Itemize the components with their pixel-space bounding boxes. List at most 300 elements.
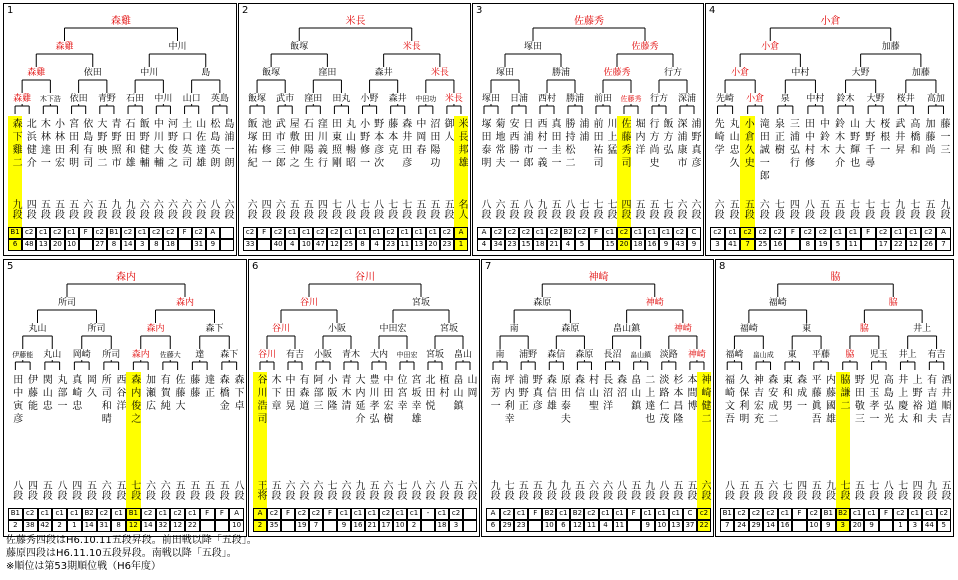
seed-class: A <box>477 227 491 239</box>
player-rank: 四段 <box>25 480 37 500</box>
player-column <box>135 116 149 251</box>
quarterfinal-name: 依田 <box>83 68 102 78</box>
player-name: 真田圭一 <box>549 118 560 170</box>
seed-rank-number: 12 <box>126 520 141 532</box>
seed-class: c1 <box>725 227 740 239</box>
seed-rank-number: 18 <box>631 239 645 251</box>
player-rank: 五段 <box>939 480 950 500</box>
player-name: 豊川孝弘 <box>367 374 378 426</box>
player-name: 有吉道夫 <box>924 374 936 426</box>
seed-class: c1 <box>341 227 355 239</box>
seed-class: c2 <box>740 227 755 239</box>
player-name: 中岡春 <box>413 118 425 157</box>
player-rank: 八段 <box>343 199 355 219</box>
panel-number: 6 <box>252 261 259 272</box>
semifinal-name: 中川 <box>168 42 187 52</box>
player-name: 森橋金 <box>217 374 229 413</box>
player-rank: 九段 <box>109 199 120 219</box>
note-2: 藤原四段はH6.11.10五段昇段。南戦以降「五段」。 <box>6 548 237 559</box>
first-round-name: 畠山成 <box>752 351 774 359</box>
player-name: 児玉孝一 <box>866 374 878 426</box>
first-round-name: 小倉 <box>746 94 765 104</box>
seed-rank-number: 26 <box>921 239 936 251</box>
player-name: 中田宏樹 <box>381 374 392 426</box>
seed-rank-number: 23 <box>505 239 519 251</box>
player-rank: 六段 <box>193 199 205 219</box>
player-column <box>141 372 156 532</box>
quarterfinal-name: 勝浦 <box>551 68 571 78</box>
bracket-panel-4 <box>705 3 954 256</box>
seed-class: c2 <box>149 227 163 239</box>
player-rank: 五段 <box>38 199 50 219</box>
player-rank: 九段 <box>544 480 556 500</box>
seed-rank-number: 5 <box>575 239 589 251</box>
seed-rank-number: 25 <box>755 239 770 251</box>
player-column <box>673 116 687 251</box>
player-name: 東和男 <box>780 374 792 413</box>
player-rank: 六段 <box>600 480 612 500</box>
player-name: 酒井順吉 <box>939 374 950 426</box>
player-column <box>749 372 763 532</box>
player-column <box>589 116 603 251</box>
player-name: 武井昇 <box>892 118 904 157</box>
player-name: 泉正樹 <box>772 118 784 157</box>
player-column <box>220 116 234 251</box>
player-name: 深浦康市 <box>675 118 686 170</box>
player-name: 依島有司 <box>80 118 92 170</box>
player-name: 坪内利幸 <box>502 374 514 426</box>
seed-class: F <box>200 508 215 520</box>
player-rank: 五段 <box>922 199 934 219</box>
player-rank: 五段 <box>367 480 378 500</box>
player-rank: 五段 <box>84 480 96 500</box>
player-name: 森内俊之 <box>128 374 140 426</box>
player-rank: 七段 <box>577 199 588 219</box>
player-column <box>299 116 313 251</box>
player-name: 森井田彦 <box>399 118 411 170</box>
quarterfinal-name: 森原 <box>561 324 580 334</box>
panel-number: 8 <box>719 261 726 272</box>
first-round-name: 福崎 <box>725 350 744 360</box>
seed-rank-number: 21 <box>365 520 379 532</box>
player-rank: 九段 <box>488 480 500 500</box>
seed-rank-number: 8 <box>800 239 815 251</box>
seed-rank-number: 1 <box>454 239 468 251</box>
champion-name: 神崎 <box>588 272 609 283</box>
player-rank: 六段 <box>423 480 434 500</box>
player-column <box>770 116 785 251</box>
seed-class: c2 <box>584 508 598 520</box>
player-rank: 八段 <box>207 199 219 219</box>
player-rank: 五段 <box>628 480 640 500</box>
first-round-name: 泉 <box>780 94 790 104</box>
seed-rank-number: 38 <box>23 520 38 532</box>
seed-class: c1 <box>556 508 570 520</box>
player-column <box>617 116 631 251</box>
player-column <box>463 372 477 532</box>
seed-class: c1 <box>655 508 669 520</box>
seed-class: c2 <box>121 227 135 239</box>
player-column <box>449 372 463 532</box>
quarterfinal-name: 森下 <box>205 324 224 334</box>
seed-class: c2 <box>749 508 763 520</box>
player-column <box>879 372 893 532</box>
player-column <box>365 372 379 532</box>
seed-rank-number: 8 <box>356 239 370 251</box>
player-column <box>79 116 93 251</box>
player-rank: 四段 <box>24 199 36 219</box>
player-column <box>412 116 426 251</box>
seed-class: c1 <box>850 508 864 520</box>
bracket-panel-8 <box>715 259 954 537</box>
first-round-name: 武市 <box>276 94 295 104</box>
seed-class: c2 <box>617 227 631 239</box>
seed-rank-number <box>528 520 542 532</box>
seed-class: c2 <box>327 227 341 239</box>
player-column <box>528 372 542 532</box>
player-rank: 九段 <box>353 480 364 500</box>
first-round-name: 中川 <box>154 94 173 104</box>
player-name: 田中寅彦 <box>10 374 22 426</box>
player-rank: 六段 <box>712 199 724 219</box>
seed-rank-number: 2 <box>8 520 23 532</box>
seed-class: - <box>421 508 435 520</box>
player-rank: 七段 <box>502 480 514 500</box>
player-name: 小林田宏 <box>52 118 64 170</box>
first-round-name: 西村 <box>537 94 557 104</box>
player-rank: 五段 <box>451 480 462 500</box>
bracket-panel-6 <box>248 259 480 537</box>
quarterfinal-name: 神崎 <box>673 324 692 334</box>
seed-rank-number: 21 <box>547 239 561 251</box>
champion-name: 佐藤秀 <box>574 16 604 27</box>
player-rank: 五段 <box>751 480 763 500</box>
bracket-panel-1 <box>3 3 237 256</box>
player-column <box>821 372 835 532</box>
seed-class: c1 <box>52 508 67 520</box>
quarterfinal-name: 窪田 <box>318 68 337 78</box>
player-rank: 五段 <box>187 480 199 500</box>
player-column <box>850 372 864 532</box>
seed-class: F <box>861 227 876 239</box>
player-name: 高島弘光 <box>881 374 893 426</box>
player-name: 木下章 <box>269 374 280 413</box>
player-name: 田東照剛 <box>329 118 341 170</box>
player-column <box>192 116 206 251</box>
seed-rank-number: 1 <box>893 520 907 532</box>
player-rank: 七段 <box>605 199 616 219</box>
player-rank: 五段 <box>832 199 844 219</box>
seed-class: c1 <box>669 508 683 520</box>
player-column <box>734 372 748 532</box>
player-name: 勝持松二 <box>563 118 574 170</box>
player-rank: 四段 <box>910 480 922 500</box>
player-name: 河野俊之 <box>165 118 177 170</box>
quarterfinal-name: 谷川 <box>271 324 291 334</box>
first-round-name: 佐藤大 <box>159 351 181 359</box>
player-column <box>477 116 491 251</box>
player-rank: 九段 <box>938 199 949 219</box>
first-round-name: 先崎 <box>716 94 735 104</box>
player-column <box>486 372 500 532</box>
player-column <box>491 116 505 251</box>
first-round-name: 大野 <box>866 94 885 104</box>
seed-class: c2 <box>97 508 112 520</box>
player-name: 松島英朗 <box>207 118 219 170</box>
player-column <box>407 372 421 532</box>
semifinal-name: 脇 <box>888 298 898 308</box>
player-rank: 九段 <box>535 199 546 219</box>
player-name: 神吉宏充 <box>751 374 763 426</box>
player-column <box>267 372 281 532</box>
seed-rank-number: 35 <box>267 520 281 532</box>
player-rank: 六段 <box>179 199 191 219</box>
player-name: 谷川浩司 <box>255 374 266 426</box>
seed-rank-number: 14 <box>82 520 97 532</box>
quarterfinal-name: 森雞 <box>27 68 46 78</box>
seed-class: F <box>281 508 295 520</box>
seed-class: c1 <box>337 508 351 520</box>
quarterfinal-name: 加藤 <box>911 68 930 78</box>
player-column <box>170 372 185 532</box>
first-round-name: 森信 <box>547 350 566 360</box>
quarterfinal-name: 大野 <box>851 68 870 78</box>
seed-rank-number <box>281 520 295 532</box>
player-rank: 七段 <box>907 199 919 219</box>
seed-rank-number: 10 <box>393 520 407 532</box>
seed-rank-number: 19 <box>295 520 309 532</box>
player-rank: 六段 <box>99 480 111 500</box>
player-column <box>295 372 309 532</box>
seed-class: c1 <box>407 508 421 520</box>
player-column <box>645 116 659 251</box>
seed-rank-number: 11 <box>398 239 412 251</box>
seed-class: c2 <box>379 508 393 520</box>
player-rank: 九段 <box>558 480 570 500</box>
seed-rank-number: 7 <box>936 239 951 251</box>
player-column <box>669 372 683 532</box>
seed-rank-number: 9 <box>864 520 878 532</box>
player-column <box>570 372 584 532</box>
player-rank: 五段 <box>94 199 106 219</box>
seed-rank-number: 6 <box>8 239 22 251</box>
seed-class: c1 <box>659 227 673 239</box>
first-round-name: 中田功 <box>415 95 437 103</box>
player-rank: 六段 <box>222 199 233 219</box>
seed-rank-number: 47 <box>313 239 327 251</box>
quarterfinal-name: 井上 <box>913 324 932 334</box>
player-rank: 七段 <box>862 199 874 219</box>
seed-rank-number: 10 <box>655 520 669 532</box>
first-round-name: 塚田 <box>481 94 501 104</box>
champion-name: 米長 <box>345 16 366 27</box>
player-name: 上野裕和 <box>910 374 922 426</box>
first-round-name: 平藤 <box>812 350 831 360</box>
quarterfinal-name: 佐藤秀 <box>603 68 631 78</box>
seed-rank-number <box>785 239 800 251</box>
quarterfinal-name: 宮坂 <box>439 324 459 334</box>
first-round-name: 日浦 <box>509 94 529 104</box>
player-name: 田中村修 <box>802 118 814 170</box>
seed-rank-number: 3 <box>710 239 725 251</box>
semifinal-name: 森内 <box>175 298 195 308</box>
seed-class: c2 <box>243 227 257 239</box>
player-column <box>891 116 906 251</box>
player-rank: 四段 <box>69 480 81 500</box>
seed-rank-number: 11 <box>613 520 627 532</box>
seed-rank-number: 32 <box>156 520 171 532</box>
seed-rank-number <box>200 520 215 532</box>
quarterfinal-name: 所司 <box>87 324 106 334</box>
player-name: 森信 <box>572 374 584 400</box>
semifinal-name: 飯塚 <box>290 42 309 52</box>
player-column <box>337 372 351 532</box>
player-name: 藤一三 <box>938 118 949 157</box>
player-name: 鈴木大介 <box>832 118 844 170</box>
first-round-name: 高加 <box>926 94 945 104</box>
player-rank: 五段 <box>633 199 644 219</box>
player-column <box>243 116 257 251</box>
seed-class: c1 <box>831 227 846 239</box>
first-round-name: 山口 <box>182 94 201 104</box>
player-rank: 六段 <box>143 480 155 500</box>
semifinal-name: 加藤 <box>881 42 900 52</box>
seed-class: c2 <box>755 227 770 239</box>
seed-rank-number: 17 <box>876 239 891 251</box>
seed-rank-number: 34 <box>491 239 505 251</box>
first-round-name: 森内 <box>131 350 150 360</box>
player-rank: 九段 <box>924 480 936 500</box>
player-rank: 九段 <box>892 199 904 219</box>
semifinal-name: 米長 <box>402 42 421 52</box>
player-column <box>93 116 107 251</box>
seed-class: c2 <box>267 508 281 520</box>
seed-rank-number: 44 <box>922 520 936 532</box>
player-rank: 六段 <box>151 199 163 219</box>
seed-class: c2 <box>93 227 107 239</box>
player-name: 森下雞二 <box>10 118 22 170</box>
player-rank: 六段 <box>339 480 350 500</box>
player-name: 福崎文吾 <box>722 374 734 426</box>
seed-rank-number: 8 <box>149 239 163 251</box>
player-name: 原田泰夫 <box>558 374 570 426</box>
seed-class: c2 <box>815 227 830 239</box>
player-rank: 五段 <box>114 480 125 500</box>
seed-rank-number: 12 <box>170 520 185 532</box>
seed-class: c2 <box>192 227 206 239</box>
player-column <box>393 372 407 532</box>
player-rank: 九段 <box>823 480 835 500</box>
player-column <box>370 116 384 251</box>
seed-class: c2 <box>163 227 177 239</box>
player-column <box>876 116 891 251</box>
player-name: 池田修一 <box>259 118 271 170</box>
first-round-name: 中田宏 <box>396 351 418 359</box>
seed-class: c2 <box>23 508 38 520</box>
player-rank: 九段 <box>123 199 135 219</box>
seed-rank-number: 3 <box>449 520 463 532</box>
seed-class: c2 <box>500 508 514 520</box>
player-rank: 王将 <box>255 480 266 500</box>
player-rank: 八段 <box>881 480 893 500</box>
seed-rank-number: 18 <box>533 239 547 251</box>
seed-class: B1 <box>720 508 734 520</box>
seed-rank-number <box>257 239 271 251</box>
seed-class: c1 <box>65 227 79 239</box>
player-name: 大内延介 <box>353 374 364 426</box>
player-name: 伊藤能 <box>25 374 37 413</box>
seed-rank-number: 9 <box>687 239 701 251</box>
player-column <box>785 116 800 251</box>
first-round-name: 大内 <box>369 350 389 360</box>
seed-class: c2 <box>547 227 561 239</box>
player-name: 脇謙二 <box>837 374 849 413</box>
seed-rank-number: 24 <box>734 520 748 532</box>
seed-rank-number: 10 <box>542 520 556 532</box>
seed-rank-number: 11 <box>584 520 598 532</box>
player-name: 大野千尋 <box>862 118 874 170</box>
player-name: 北浜健介 <box>24 118 36 170</box>
player-column <box>8 116 22 251</box>
player-name: 飯野健輔 <box>137 118 149 170</box>
player-name: 先崎学 <box>712 118 724 157</box>
seed-rank-number: 29 <box>500 520 514 532</box>
player-column <box>156 372 171 532</box>
player-rank: 五段 <box>809 480 821 500</box>
player-rank: 六段 <box>273 199 285 219</box>
seed-rank-number: 18 <box>163 239 177 251</box>
seed-rank-number: 13 <box>669 520 683 532</box>
seed-rank-number: 11 <box>846 239 861 251</box>
seed-class: c1 <box>67 508 82 520</box>
seed-class <box>463 508 477 520</box>
seed-rank-number: 22 <box>185 520 200 532</box>
seed-class: c1 <box>631 227 645 239</box>
player-column <box>599 372 613 532</box>
first-round-name: 石田 <box>126 94 145 104</box>
seed-rank-number <box>323 520 337 532</box>
seed-class: F <box>215 508 230 520</box>
player-name: 達正 <box>202 374 214 400</box>
seed-class: B1 <box>126 508 141 520</box>
seed-class: c1 <box>514 508 528 520</box>
seed-rank-number: 12 <box>906 239 921 251</box>
player-column <box>426 116 440 251</box>
player-column <box>126 372 141 532</box>
seed-class: B2 <box>561 227 575 239</box>
seed-rank-number: 19 <box>815 239 830 251</box>
player-column <box>836 372 850 532</box>
seed-class: F <box>79 227 93 239</box>
first-round-name: 丸山 <box>43 350 62 360</box>
player-column <box>861 116 876 251</box>
seed-rank-number: 43 <box>673 239 687 251</box>
seed-rank-number: 25 <box>341 239 355 251</box>
seed-class: c2 <box>50 227 64 239</box>
player-column <box>547 116 561 251</box>
player-column <box>257 116 271 251</box>
seed-class: B2 <box>82 508 97 520</box>
player-name: 北田悦 <box>423 374 434 413</box>
player-rank: 五段 <box>530 480 542 500</box>
seed-rank-number: 4 <box>370 239 384 251</box>
player-name: 石田陽生 <box>301 118 313 170</box>
player-rank: 八段 <box>563 199 574 219</box>
player-rank: 六段 <box>689 199 700 219</box>
player-column <box>740 116 755 251</box>
player-column <box>398 116 412 251</box>
seed-class: c2 <box>710 227 725 239</box>
